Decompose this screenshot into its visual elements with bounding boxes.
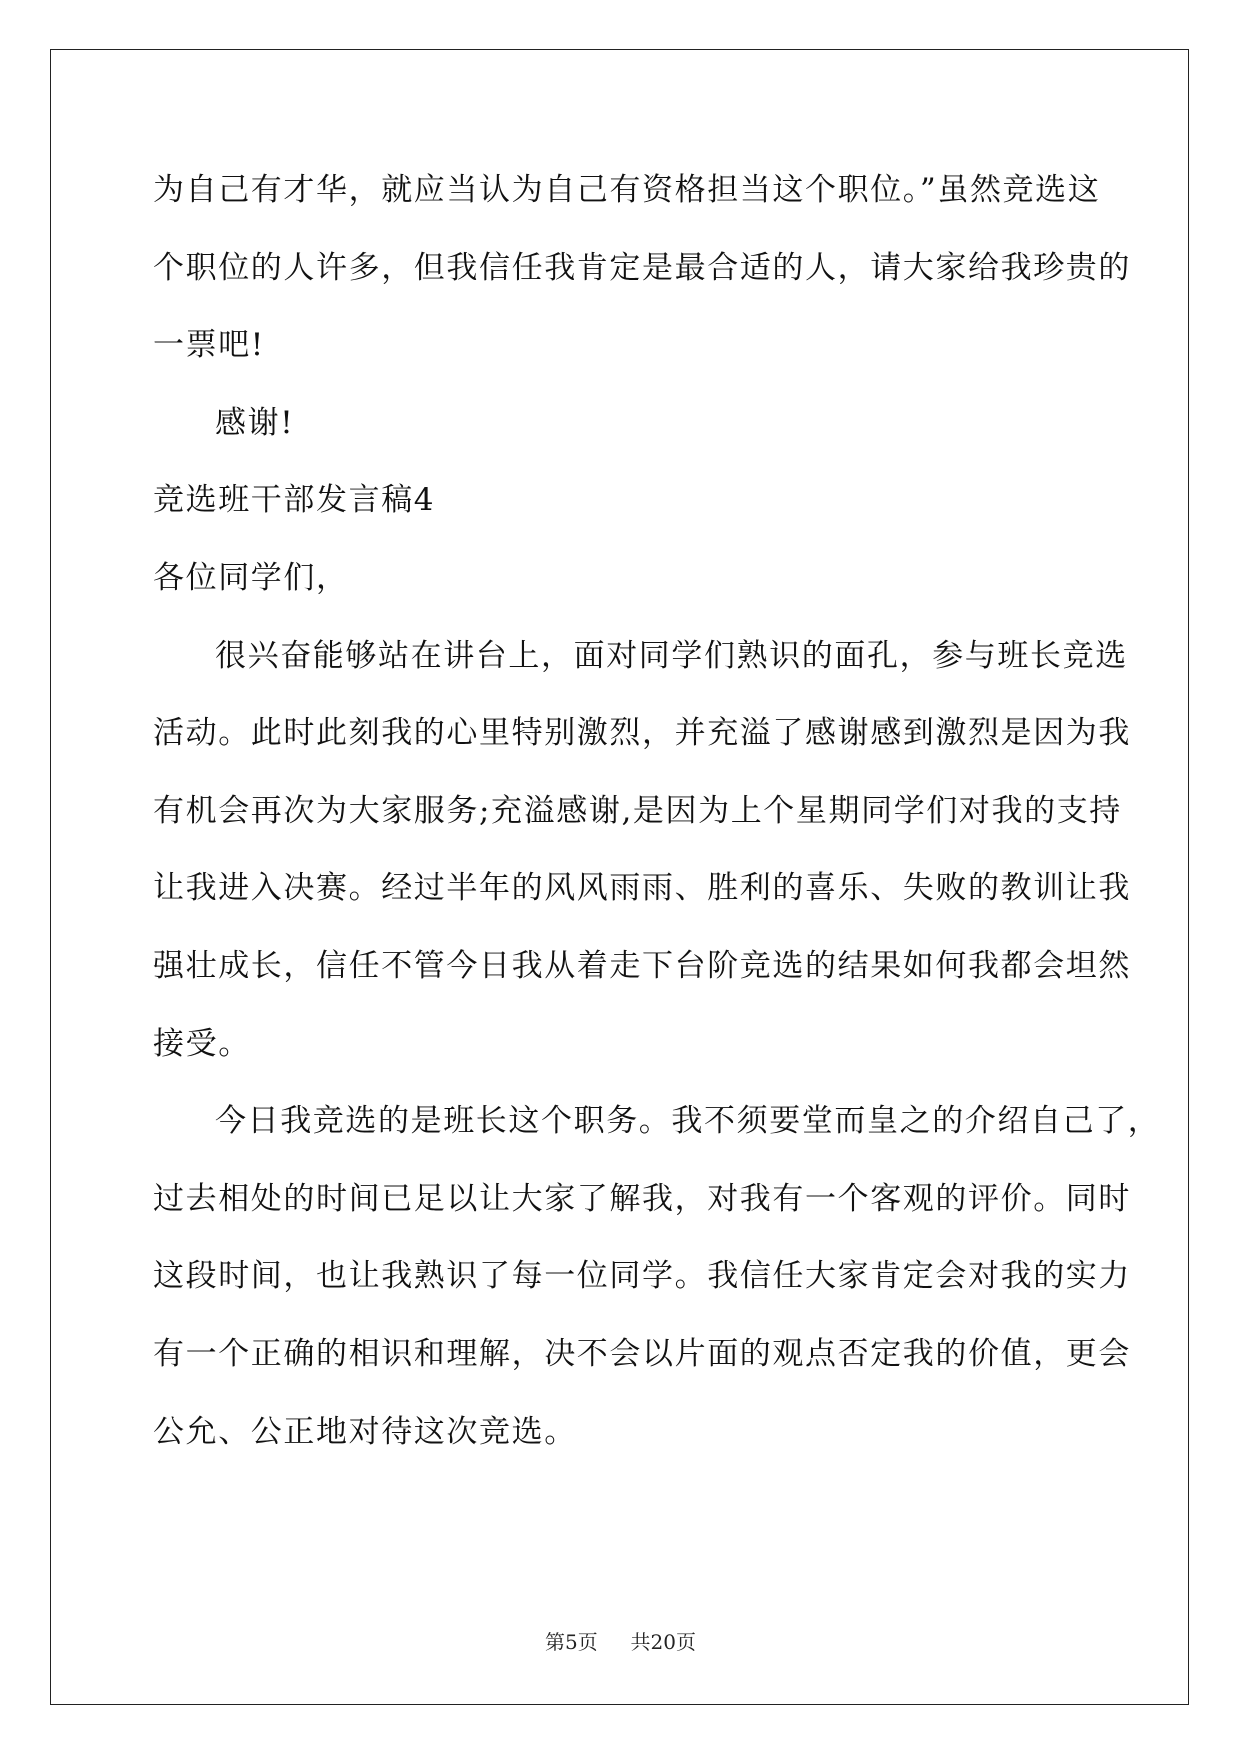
page-number: 第5页 bbox=[545, 1630, 598, 1654]
text-line-3: 一票吧! bbox=[153, 327, 265, 363]
text-line-7: 很兴奋能够站在讲台上，面对同学们熟识的面孔，参与班长竞选 bbox=[215, 638, 1128, 674]
page-footer bbox=[0, 1630, 1241, 1654]
text-line-13: 今日我竞选的是班长这个职务。我不须要堂而皇之的介绍自己了， bbox=[215, 1103, 1161, 1139]
text-line-6: 各位同学们， bbox=[153, 560, 349, 596]
text-line-1: 为自己有才华，就应当认为自己有资格担当这个职位。”虽然竞选这 bbox=[153, 172, 1101, 208]
text-line-12: 接受。 bbox=[153, 1026, 251, 1062]
page-total: 共20页 bbox=[630, 1630, 696, 1654]
text-line-14: 过去相处的时间已足以让大家了解我，对我有一个客观的评价。同时 bbox=[153, 1181, 1131, 1217]
text-line-17: 公允、公正地对待这次竞选。 bbox=[153, 1414, 577, 1450]
section-heading: 竞选班干部发言稿4 bbox=[153, 482, 436, 518]
text-line-15: 这段时间，也让我熟识了每一位同学。我信任大家肯定会对我的实力 bbox=[153, 1258, 1131, 1294]
text-line-9: 有机会再次为大家服务;充溢感谢,是因为上个星期同学们对我的支持 bbox=[153, 793, 1122, 829]
text-line-10: 让我进入决赛。经过半年的风风雨雨、胜利的喜乐、失败的教训让我 bbox=[153, 870, 1131, 906]
text-line-4: 感谢! bbox=[215, 405, 295, 441]
text-line-11: 强壮成长，信任不管今日我从着走下台阶竞选的结果如何我都会坦然 bbox=[153, 948, 1131, 984]
text-line-2: 个职位的人许多，但我信任我肯定是最合适的人，请大家给我珍贵的 bbox=[153, 250, 1131, 286]
text-line-8: 活动。此时此刻我的心里特别激烈，并充溢了感谢感到激烈是因为我 bbox=[153, 715, 1131, 751]
text-line-16: 有一个正确的相识和理解，决不会以片面的观点否定我的价值，更会 bbox=[153, 1336, 1131, 1372]
